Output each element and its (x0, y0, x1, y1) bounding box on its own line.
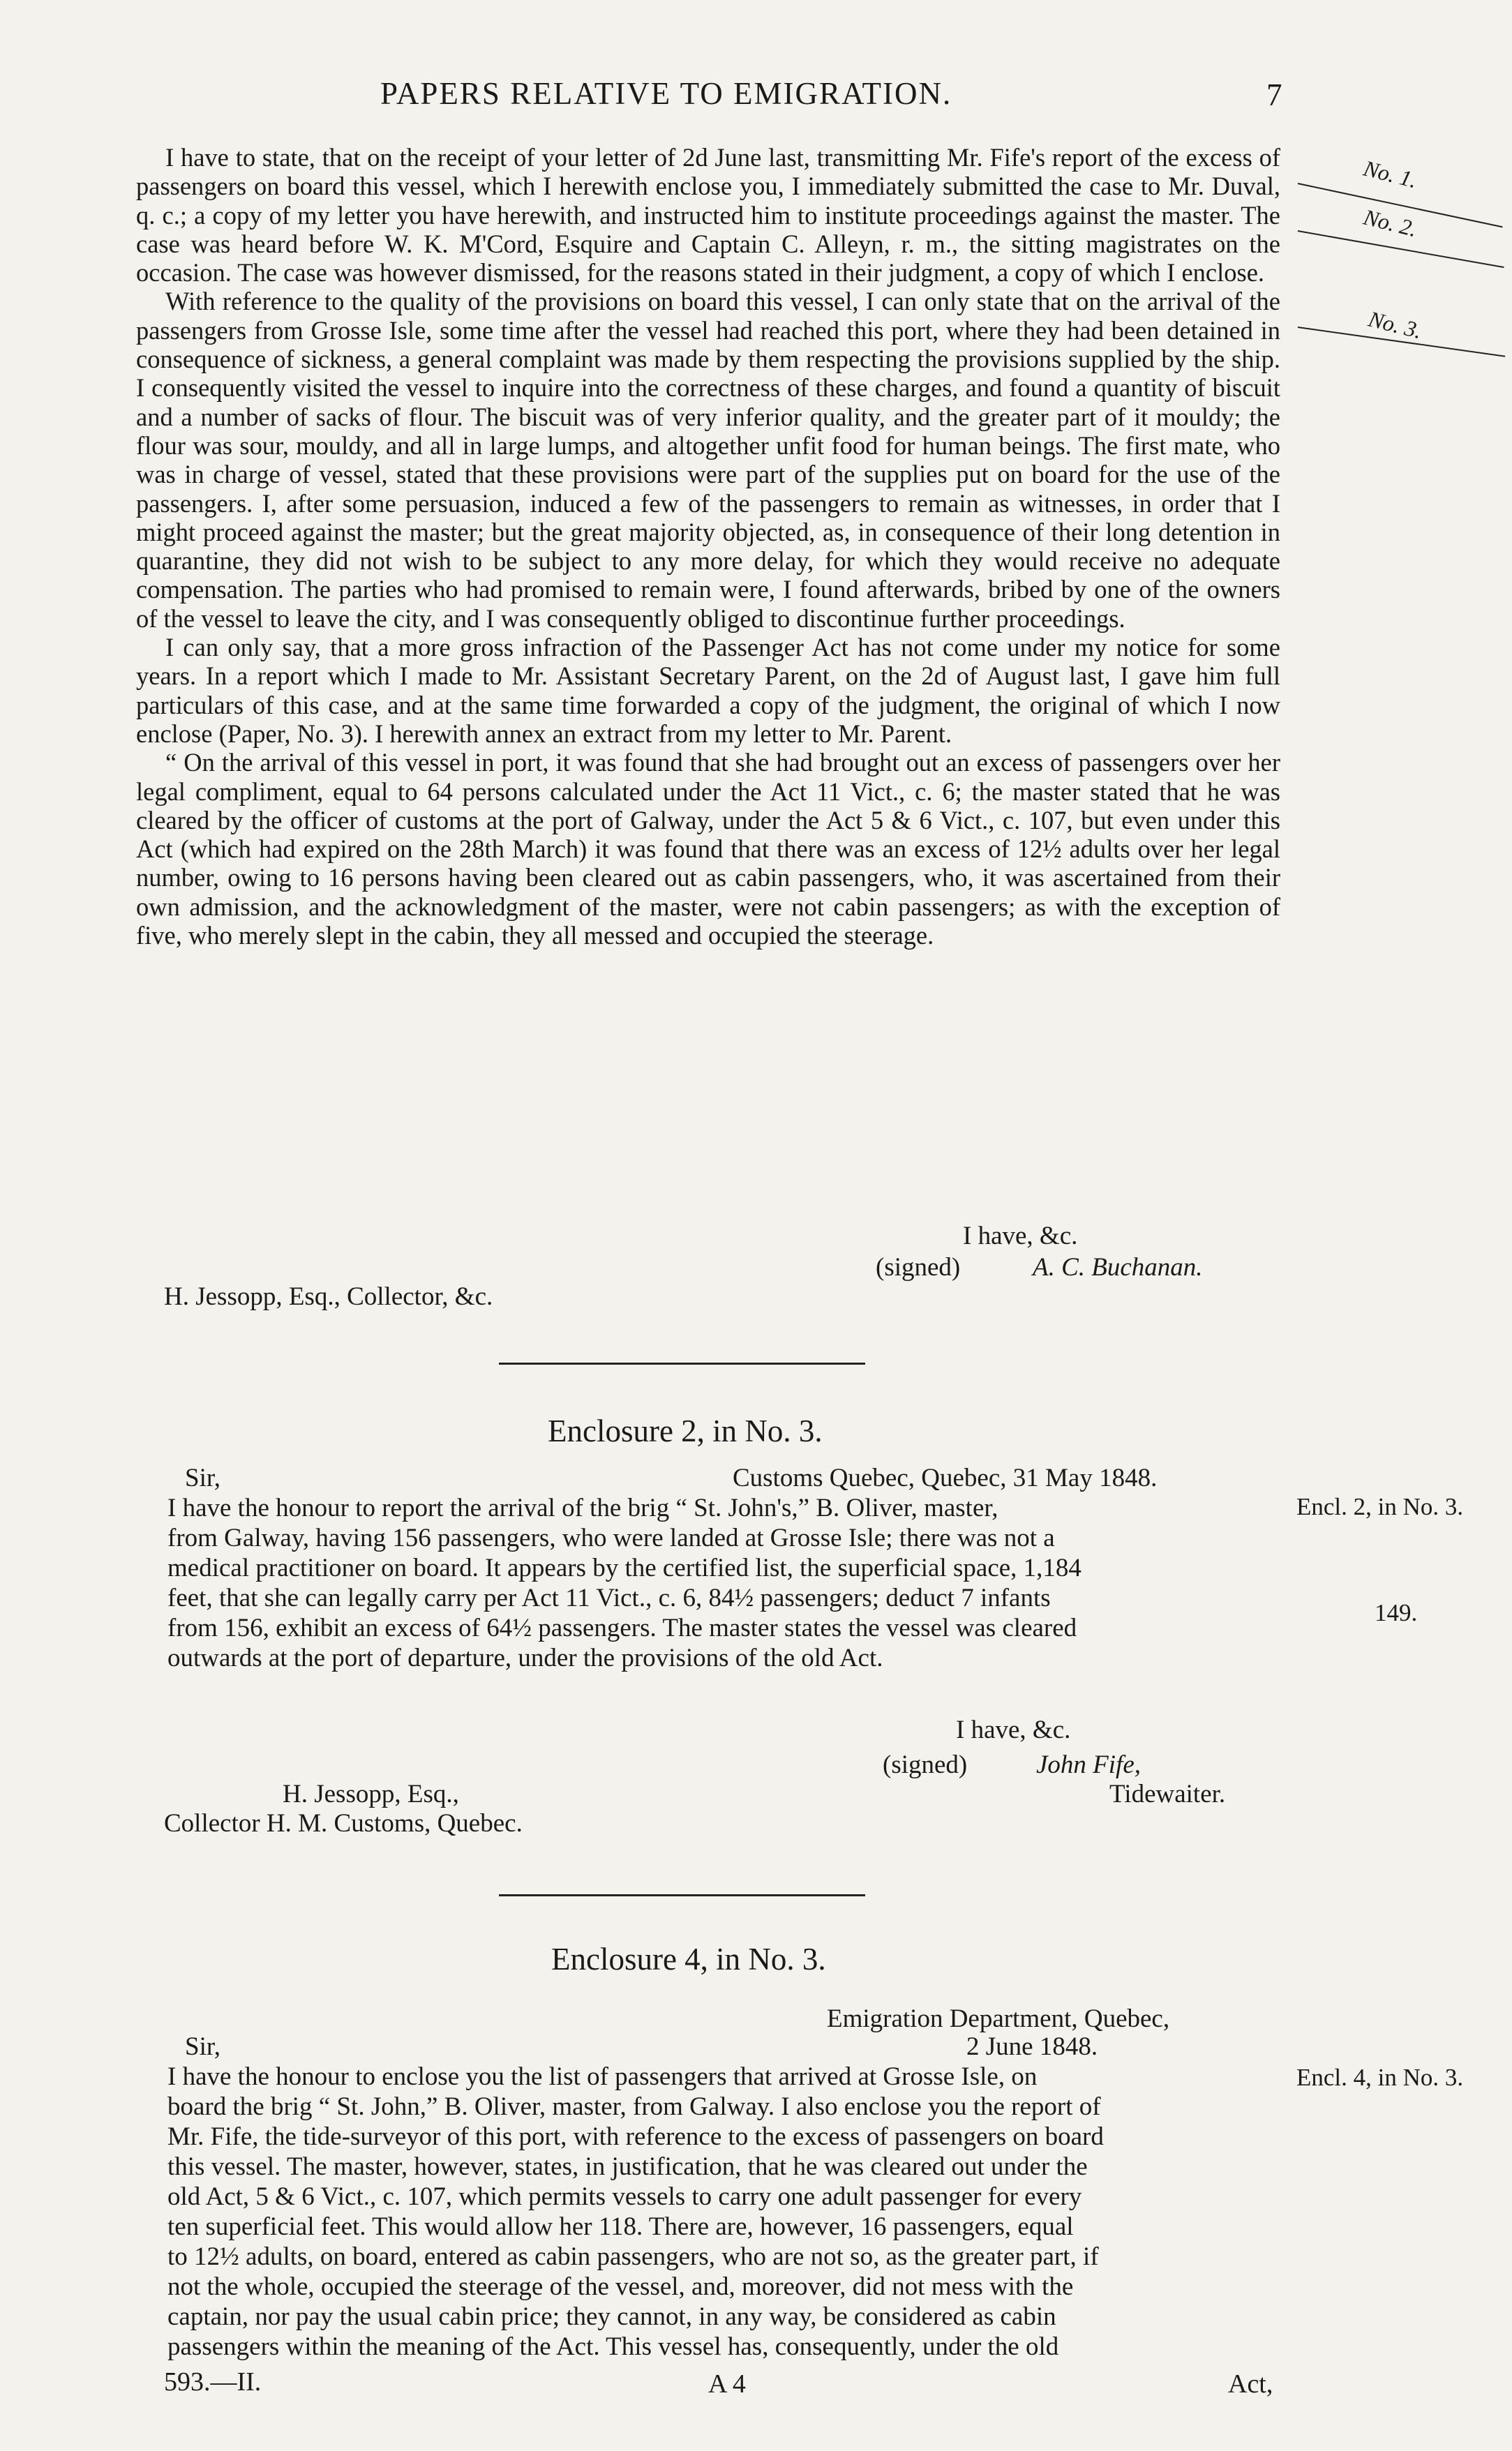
salutation: Sir, (185, 2032, 220, 2061)
signature-mark: A 4 (708, 2369, 746, 2399)
text-line: passengers within the meaning of the Act. This vessel has, consequently, under the old (167, 2332, 1059, 2361)
text-line: medical practitioner on board. It appears by the certified list, the superficial space, 1,184 (167, 1554, 1081, 1582)
margin-tag-no-2: No. 2. (1361, 204, 1420, 242)
text-line: not the whole, occupied the steerage of the vessel, and, moreover, did not mess with the (167, 2272, 1074, 2301)
date: 2 June 1848. (966, 2032, 1098, 2061)
text-line: board the brig “ St. John,” B. Oliver, master, from Galway. I also enclose you the report of (167, 2092, 1101, 2121)
text-line: ten superficial feet. This would allow her 118. There are, however, 16 passengers, equal (167, 2212, 1074, 2241)
text-line: captain, nor pay the usual cabin price; they cannot, in any way, be considered as cabin (167, 2302, 1056, 2331)
text-line: feet, that she can legally carry per Act 11 Vict., c. 6, 84½ passengers; deduct 7 infants (167, 1584, 1051, 1612)
catchword: Act, (1228, 2369, 1273, 2399)
text-line: this vessel. The master, however, states, in justification, that he was cleared out under the (167, 2152, 1088, 2181)
sheet-number: 593.—II. (164, 2367, 262, 2397)
paragraph: I have to state, that on the receipt of your letter of 2d June last, transmitting Mr. Fife's report of the excess of passengers on board this vessel, which I herewith enclose you, I immediately submitted the case to Mr. Duval, q. c.; a copy of my letter you have herewith, and instructed him to institute proceedings against the master. The case was heard before W. K. M'Cord, Esquire and Captain C. Alleyn, r. m., the sitting magistrates on the occasion. The case was however dismissed, for the reasons stated in their judgment, a copy of which I enclose. (136, 143, 1280, 287)
quoted-extract: “ On the arrival of this vessel in port, it was found that she had brought out an excess of passengers over her legal compliment, equal to 64 persons calculated under the Act 11 Vict., c. 6; the master stated that he was cleared by the officer of customs at the port of Galway, under the Act 5 & 6 Vict., c. 107, but even under this Act (which had expired on the 28th March) it was found that there was an excess of 12½ adults over her legal number, owing to 16 persons having been cleared out as cabin passengers, who, it was ascertained from their own admission, and the acknowledgment of the master, were not cabin passengers; as with the exception of five, who merely slept in the cabin, they all messed and occupied the steerage. (136, 748, 1280, 950)
closing: I have, &c. (963, 1222, 1078, 1250)
place-date: Customs Quebec, Quebec, 31 May 1848. (733, 1464, 1158, 1492)
running-title: PAPERS RELATIVE TO EMIGRATION. (380, 76, 952, 111)
margin-tag-no-3: No. 3. (1365, 306, 1425, 344)
page-number: 7 (1266, 77, 1282, 112)
enclosure-2-heading: Enclosure 2, in No. 3. (548, 1414, 823, 1448)
place: Emigration Department, Quebec, (827, 2004, 1170, 2033)
signed-label: (signed) (883, 1751, 968, 1779)
signed-label: (signed) (876, 1253, 961, 1282)
letter-body (136, 143, 1280, 950)
text-line: outwards at the port of departure, under the provisions of the old Act. (167, 1644, 883, 1672)
text-line: I have the honour to enclose you the list of passengers that arrived at Grosse Isle, on (167, 2062, 1038, 2091)
signatory: John Fife, (1036, 1751, 1142, 1779)
closing: I have, &c. (956, 1716, 1071, 1744)
text-line: from 156, exhibit an excess of 64½ passengers. The master states the vessel was cleared (167, 1614, 1077, 1642)
paragraph: I can only say, that a more gross infraction of the Passenger Act has not come under my notice for some years. In a report which I made to Mr. Assistant Secretary Parent, on the 2d of August last, I gave him full particulars of this case, and at the same time forwarded a copy of the judgment, the original of which I now enclose (Paper, No. 3). I herewith annex an extract from my letter to Mr. Parent. (136, 633, 1280, 748)
text-line: Mr. Fife, the tide-surveyor of this port, with reference to the excess of passengers on board (167, 2122, 1104, 2151)
margin-ref: Encl. 4, in No. 3. (1296, 2064, 1464, 2091)
text-line: from Galway, having 156 passengers, who were landed at Grosse Isle; there was not a (167, 1524, 1055, 1552)
addressee-title: Collector H. M. Customs, Quebec. (164, 1809, 523, 1838)
margin-ref: Encl. 2, in No. 3. (1296, 1493, 1464, 1520)
margin-tag-no-1: No. 1. (1361, 155, 1420, 193)
signatory: A. C. Buchanan. (1033, 1253, 1203, 1282)
section-rule (499, 1894, 865, 1896)
salutation: Sir, (185, 1464, 220, 1492)
addressee: H. Jessopp, Esq., (283, 1780, 459, 1808)
margin-number: 149. (1375, 1599, 1418, 1626)
text-line: I have the honour to report the arrival of the brig “ St. John's,” B. Oliver, master, (167, 1494, 998, 1522)
section-rule (499, 1363, 865, 1365)
addressee: H. Jessopp, Esq., Collector, &c. (164, 1282, 493, 1311)
text-line: to 12½ adults, on board, entered as cabin passengers, who are not so, as the greater part, if (167, 2242, 1099, 2271)
paragraph: With reference to the quality of the provisions on board this vessel, I can only state that on the arrival of the passengers from Grosse Isle, some time after the vessel had reached this port, where they had been detained in consequence of sickness, a general complaint was made by them respecting the provisions supplied by the ship. I consequently visited the vessel to inquire into the correctness of these charges, and found a quantity of biscuit and a number of sacks of flour. The biscuit was of very inferior quality, and the greater part of it mouldy; the flour was sour, mouldy, and all in large lumps, and altogether unfit food for human beings. The first mate, who was in charge of vessel, stated that these provisions were part of the supplies put on board for the use of the passengers. I, after some persuasion, induced a few of the passengers to remain as witnesses, in order that I might proceed against the master; but the great majority objected, as, in consequence of their long detention in quarantine, they did not wish to be subject to any more delay, for which they would receive no adequate compensation. The parties who had promised to remain were, I found afterwards, bribed by one of the owners of the vessel to leave the city, and I was consequently obliged to discontinue further proceedings. (136, 287, 1280, 633)
enclosure-4-heading: Enclosure 4, in No. 3. (551, 1942, 826, 1977)
signatory-title: Tidewaiter. (1109, 1780, 1226, 1808)
text-line: old Act, 5 & 6 Vict., c. 107, which permits vessels to carry one adult passenger for every (167, 2182, 1082, 2211)
